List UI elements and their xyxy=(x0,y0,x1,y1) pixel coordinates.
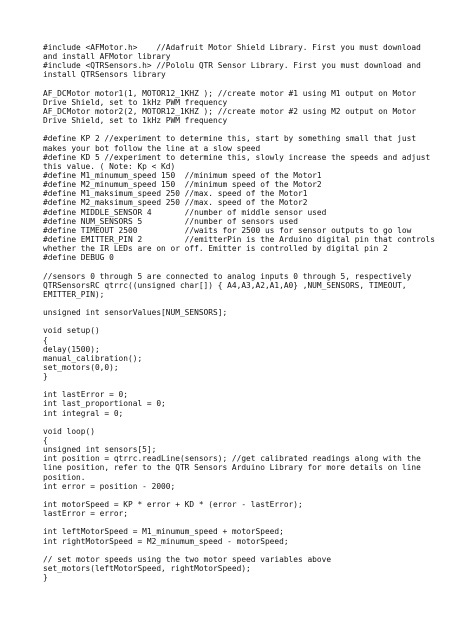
code-line: { xyxy=(43,335,48,345)
code-line: int position = qtrrc.readLine(sensors); //get calibrated readings along with the xyxy=(43,454,421,464)
code-listing xyxy=(43,43,463,582)
code-line: #define M1_maksimum_speed 250 //max. speed of the Motor1 xyxy=(43,189,308,199)
code-line: #include <QTRSensors.h> //Pololu QTR Sensor Library. First you must download and xyxy=(43,61,421,71)
code-line: QTRSensorsRC qtrrc((unsigned char[]) { A4,A3,A2,A1,A0} ,NUM_SENSORS, TIMEOUT, xyxy=(43,280,407,290)
code-line xyxy=(43,299,463,308)
code-line: void setup() xyxy=(43,326,100,336)
code-line xyxy=(43,518,463,527)
code-line: AF_DCMotor motor2(2, MOTOR12_1KHZ ); //create motor #2 using M2 output on Motor xyxy=(43,106,417,116)
code-line: line position, refer to the QTR Sensors Arduino Library for more details on line xyxy=(43,463,421,473)
code-line: int integral = 0; xyxy=(43,408,124,418)
code-line: #define EMITTER_PIN 2 //emitterPin is the Arduino digital pin that controls xyxy=(43,234,435,244)
code-line: set_motors(leftMotorSpeed, rightMotorSpeed); xyxy=(43,564,251,574)
code-line: } xyxy=(43,372,48,382)
code-line xyxy=(43,80,463,89)
code-line: // set motor speeds using the two motor speed variables above xyxy=(43,554,332,564)
code-line: unsigned int sensorValues[NUM_SENSORS]; xyxy=(43,308,228,318)
code-line: int rightMotorSpeed = M2_minumum_speed - motorSpeed; xyxy=(43,536,289,546)
code-line: makes your bot follow the line at a slow speed xyxy=(43,143,261,153)
code-line: install QTRSensors library xyxy=(43,70,166,80)
code-line: int motorSpeed = KP * error + KD * (error - lastError); xyxy=(43,500,303,510)
code-line: whether the IR LEDs are on or off. Emitter is controlled by digital pin 2 xyxy=(43,244,388,254)
code-line: AF_DCMotor motor1(1, MOTOR12_1KHZ ); //create motor #1 using M1 output on Motor xyxy=(43,88,417,98)
code-line: delay(1500); xyxy=(43,344,100,354)
code-line: { xyxy=(43,436,48,446)
code-line: Drive Shield, set to 1kHz PWM frequency xyxy=(43,116,228,126)
code-line: set_motors(0,0); xyxy=(43,362,119,372)
code-line: #define DEBUG 0 xyxy=(43,253,114,263)
code-line xyxy=(43,317,463,326)
code-line xyxy=(43,125,463,134)
code-line xyxy=(43,546,463,555)
code-line: this value. ( Note: Kp < Kd) xyxy=(43,161,176,171)
code-line: //sensors 0 through 5 are connected to analog inputs 0 through 5, respectively xyxy=(43,271,412,281)
code-line: #define MIDDLE_SENSOR 4 //number of middle sensor used xyxy=(43,207,327,217)
code-line: int error = position - 2000; xyxy=(43,481,176,491)
code-line: lastError = error; xyxy=(43,509,129,519)
code-line: manual_calibration(); xyxy=(43,353,143,363)
code-line: Drive Shield, set to 1kHz PWM frequency xyxy=(43,97,228,107)
code-line: unsigned int sensors[5]; xyxy=(43,445,157,455)
code-line: #define M1_minumum_speed 150 //minimum speed of the Motor1 xyxy=(43,170,322,180)
code-line: void loop() xyxy=(43,426,95,436)
code-line: #define TIMEOUT 2500 //waits for 2500 us for sensor outputs to go low xyxy=(43,225,412,235)
code-line: #define KD 5 //experiment to determine this, slowly increase the speeds and adjust xyxy=(43,152,431,162)
code-line xyxy=(43,418,463,427)
code-line: int leftMotorSpeed = M1_minumum_speed + motorSpeed; xyxy=(43,527,284,537)
code-line: #define M2_minumum_speed 150 //minimum speed of the Motor2 xyxy=(43,180,322,190)
code-line: int last_proportional = 0; xyxy=(43,399,166,409)
code-line: #include <AFMotor.h> //Adafruit Motor Shield Library. First you must download xyxy=(43,43,421,52)
code-line: and install AFMotor library xyxy=(43,52,171,62)
code-line xyxy=(43,381,463,390)
code-line: int lastError = 0; xyxy=(43,390,129,400)
code-line: #define NUM_SENSORS 5 //number of sensors used xyxy=(43,216,299,226)
code-line xyxy=(43,491,463,500)
code-line: } xyxy=(43,573,48,583)
code-line: position. xyxy=(43,472,86,482)
code-line: #define M2_maksimum_speed 250 //max. speed of the Motor2 xyxy=(43,198,308,208)
code-line xyxy=(43,262,463,271)
code-line: #define KP 2 //experiment to determine this, start by something small that just xyxy=(43,134,417,144)
code-line: EMITTER_PIN); xyxy=(43,289,105,299)
